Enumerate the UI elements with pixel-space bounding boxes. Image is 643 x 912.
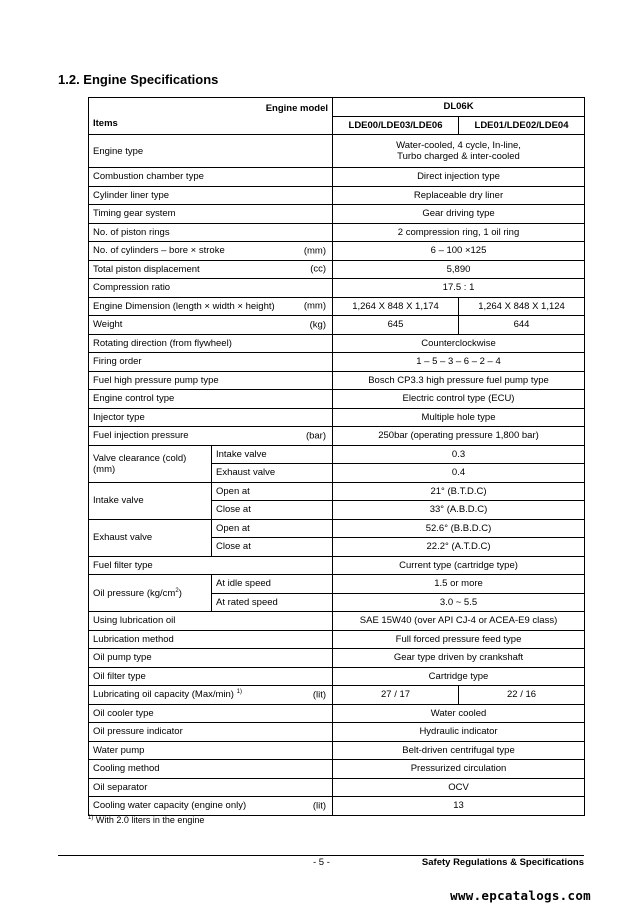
table-row bbox=[89, 242, 585, 261]
row-value: 17.5 : 1 bbox=[333, 279, 585, 298]
row-label: Oil pressure indicator bbox=[89, 723, 333, 742]
table-row bbox=[89, 704, 585, 723]
row-label: Exhaust valve bbox=[89, 519, 212, 556]
table-row bbox=[89, 760, 585, 779]
row-value: 52.6° (B.B.D.C) bbox=[333, 519, 585, 538]
row-value-a: 1,264 X 848 X 1,174 bbox=[333, 297, 459, 316]
row-label: Engine Dimension (length × width × height) bbox=[93, 300, 275, 312]
row-label: Cylinder liner type bbox=[89, 186, 333, 205]
row-value-b: 1,264 X 848 X 1,124 bbox=[459, 297, 585, 316]
table-row bbox=[89, 649, 585, 668]
row-value: Electric control type (ECU) bbox=[333, 390, 585, 409]
row-label: Water pump bbox=[89, 741, 333, 760]
row-value: 0.3 bbox=[333, 445, 585, 464]
items-label: Items bbox=[93, 118, 118, 129]
row-value: 21° (B.T.D.C) bbox=[333, 482, 585, 501]
row-value: Gear driving type bbox=[333, 205, 585, 224]
sub-label: Open at bbox=[212, 519, 333, 538]
row-label: Injector type bbox=[89, 408, 333, 427]
table-row bbox=[89, 186, 585, 205]
row-label: Engine control type bbox=[89, 390, 333, 409]
row-value: 13 bbox=[333, 797, 585, 816]
row-unit: (lit) bbox=[312, 800, 327, 812]
value-line: Water-cooled, 4 cycle, In-line, bbox=[396, 140, 521, 151]
row-label-cell bbox=[89, 575, 212, 612]
footer-title: Safety Regulations & Specifications bbox=[421, 857, 584, 868]
row-label: No. of cylinders – bore × stroke bbox=[93, 245, 225, 257]
table-row bbox=[89, 667, 585, 686]
header-items-cell bbox=[89, 98, 333, 135]
row-label-cell bbox=[89, 316, 333, 335]
row-label: Fuel injection pressure bbox=[93, 430, 189, 442]
row-value: Replaceable dry liner bbox=[333, 186, 585, 205]
engine-spec-table bbox=[88, 97, 585, 816]
table-row bbox=[89, 778, 585, 797]
row-label-cell bbox=[89, 260, 333, 279]
row-value: Full forced pressure feed type bbox=[333, 630, 585, 649]
row-unit: (cc) bbox=[310, 263, 327, 275]
row-label: No. of piston rings bbox=[89, 223, 333, 242]
row-value: Direct injection type bbox=[333, 168, 585, 187]
superscript: 1) bbox=[236, 689, 242, 696]
row-label: Valve clearance (cold) bbox=[93, 452, 187, 464]
row-value-b: 644 bbox=[459, 316, 585, 335]
row-label-cell bbox=[89, 445, 212, 482]
row-value: SAE 15W40 (over API CJ-4 or ACEA-E9 class) bbox=[333, 612, 585, 631]
sub-label: At rated speed bbox=[212, 593, 333, 612]
table-row bbox=[89, 135, 585, 168]
table-row bbox=[89, 353, 585, 372]
table-row bbox=[89, 723, 585, 742]
sub-label: At idle speed bbox=[212, 575, 333, 594]
table-row bbox=[89, 168, 585, 187]
table-row bbox=[89, 279, 585, 298]
engine-model-label: Engine model bbox=[265, 103, 329, 114]
table-row bbox=[89, 297, 585, 316]
row-value: Hydraulic indicator bbox=[333, 723, 585, 742]
row-value: 33° (A.B.D.C) bbox=[333, 501, 585, 520]
footnote-mark: 1) bbox=[88, 815, 94, 821]
page-number: - 5 - bbox=[313, 857, 330, 868]
row-label-cell bbox=[89, 297, 333, 316]
row-value: 22.2° (A.T.D.C) bbox=[333, 538, 585, 557]
table-row bbox=[89, 316, 585, 335]
table-row bbox=[89, 223, 585, 242]
row-label: Lubrication method bbox=[89, 630, 333, 649]
row-value-a: 27 / 17 bbox=[333, 686, 459, 705]
table-row bbox=[89, 797, 585, 816]
table-row bbox=[89, 630, 585, 649]
row-unit: (bar) bbox=[305, 430, 327, 442]
row-label-end: ) bbox=[178, 587, 182, 599]
row-unit: (mm) bbox=[303, 300, 327, 312]
row-label-cell bbox=[89, 686, 333, 705]
table-row bbox=[89, 334, 585, 353]
row-label-cell bbox=[89, 242, 333, 261]
row-label: Engine type bbox=[89, 135, 333, 168]
row-value: Gear type driven by crankshaft bbox=[333, 649, 585, 668]
table-row bbox=[89, 612, 585, 631]
table-row bbox=[89, 575, 585, 594]
sub-label: Close at bbox=[212, 538, 333, 557]
sub-label: Close at bbox=[212, 501, 333, 520]
row-value: 250bar (operating pressure 1,800 bar) bbox=[333, 427, 585, 446]
row-unit: (lit) bbox=[312, 689, 327, 701]
row-value: Multiple hole type bbox=[333, 408, 585, 427]
table-row bbox=[89, 519, 585, 538]
row-value: Counterclockwise bbox=[333, 334, 585, 353]
row-label: Total piston displacement bbox=[93, 263, 200, 275]
row-label: Oil separator bbox=[89, 778, 333, 797]
table-row bbox=[89, 556, 585, 575]
table-row bbox=[89, 390, 585, 409]
row-value: Cartridge type bbox=[333, 667, 585, 686]
watermark-url: www.epcatalogs.com bbox=[450, 888, 591, 903]
table-row bbox=[89, 482, 585, 501]
row-label: Oil pressure (kg/cm bbox=[93, 587, 176, 599]
engine-model-value: DL06K bbox=[333, 98, 585, 117]
table-row bbox=[89, 686, 585, 705]
row-label: Rotating direction (from flywheel) bbox=[89, 334, 333, 353]
row-label: Oil filter type bbox=[89, 667, 333, 686]
row-label: Oil cooler type bbox=[89, 704, 333, 723]
row-value: OCV bbox=[333, 778, 585, 797]
variant-a: LDE00/LDE03/LDE06 bbox=[333, 116, 459, 135]
sub-label: Open at bbox=[212, 482, 333, 501]
row-label: Firing order bbox=[89, 353, 333, 372]
row-value: Belt-driven centrifugal type bbox=[333, 741, 585, 760]
row-label: Oil pump type bbox=[89, 649, 333, 668]
row-label: Cooling method bbox=[89, 760, 333, 779]
row-label-cell bbox=[89, 797, 333, 816]
row-value-a: 645 bbox=[333, 316, 459, 335]
row-label: Compression ratio bbox=[89, 279, 333, 298]
row-value: 3.0 ~ 5.5 bbox=[333, 593, 585, 612]
row-label: Timing gear system bbox=[89, 205, 333, 224]
row-value: Pressurized circulation bbox=[333, 760, 585, 779]
footer-divider bbox=[58, 855, 584, 856]
row-value: 1 – 5 – 3 – 6 – 2 – 4 bbox=[333, 353, 585, 372]
table-row bbox=[89, 260, 585, 279]
table-row bbox=[89, 408, 585, 427]
table-row bbox=[89, 741, 585, 760]
row-label: Weight bbox=[93, 319, 123, 331]
row-label: Combustion chamber type bbox=[89, 168, 333, 187]
row-label: (mm) bbox=[93, 463, 116, 475]
superscript: 2 bbox=[175, 587, 179, 594]
variant-b: LDE01/LDE02/LDE04 bbox=[459, 116, 585, 135]
section-heading: 1.2. Engine Specifications bbox=[58, 72, 219, 87]
row-value: 5,890 bbox=[333, 260, 585, 279]
row-value: 0.4 bbox=[333, 464, 585, 483]
row-label: Intake valve bbox=[89, 482, 212, 519]
table-row bbox=[89, 371, 585, 390]
table-row bbox=[89, 427, 585, 446]
sub-label: Exhaust valve bbox=[212, 464, 333, 483]
table-row bbox=[89, 205, 585, 224]
sub-label: Intake valve bbox=[212, 445, 333, 464]
row-value bbox=[333, 135, 585, 168]
row-label: Cooling water capacity (engine only) bbox=[93, 800, 247, 812]
row-label-cell bbox=[89, 427, 333, 446]
row-value: 1.5 or more bbox=[333, 575, 585, 594]
footnote bbox=[88, 815, 204, 825]
row-label: Fuel filter type bbox=[89, 556, 333, 575]
row-value: Water cooled bbox=[333, 704, 585, 723]
footnote-text: With 2.0 liters in the engine bbox=[93, 815, 205, 825]
row-value: Bosch CP3.3 high pressure fuel pump type bbox=[333, 371, 585, 390]
row-label: Lubricating oil capacity (Max/min) bbox=[93, 689, 234, 701]
row-value: 2 compression ring, 1 oil ring bbox=[333, 223, 585, 242]
row-value: 6 – 100 ×125 bbox=[333, 242, 585, 261]
row-value: Current type (cartridge type) bbox=[333, 556, 585, 575]
row-label: Using lubrication oil bbox=[89, 612, 333, 631]
table-row bbox=[89, 445, 585, 464]
row-unit: (mm) bbox=[303, 245, 327, 257]
row-unit: (kg) bbox=[309, 319, 327, 331]
row-label: Fuel high pressure pump type bbox=[89, 371, 333, 390]
value-line: Turbo charged & inter-cooled bbox=[397, 151, 520, 162]
row-value-b: 22 / 16 bbox=[459, 686, 585, 705]
